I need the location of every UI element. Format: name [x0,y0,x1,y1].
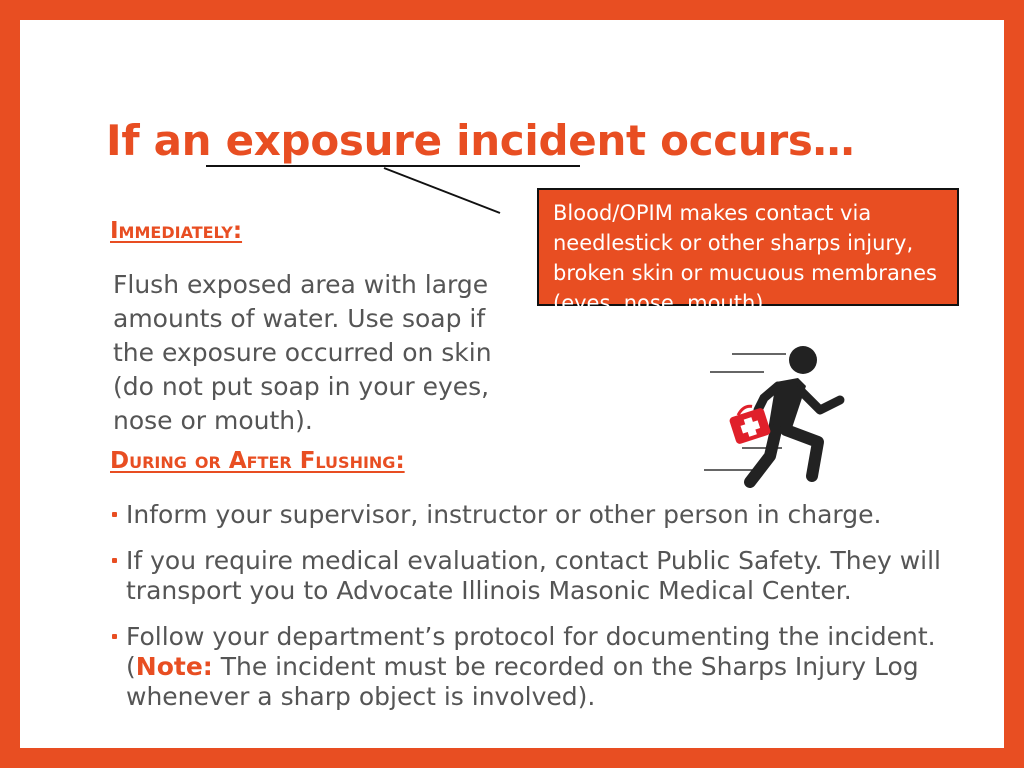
heading-during-after-flushing: During or After Flushing: [110,448,405,474]
slide-title: If an exposure incident occurs… [106,116,855,165]
list-item [112,500,972,530]
bullet-icon [112,558,117,563]
immediately-text: Flush exposed area with large amounts of water. Use soap if the exposure occurred on skin (do not put soap in your eyes, nose or mouth). [113,270,492,435]
bullet-icon [112,634,117,639]
running-person-first-aid-kit-icon [680,338,850,488]
list-item-text-after: The incident must be recorded on the Sharps Injury Log whenever a sharp object is involved). [126,652,919,711]
bullet-icon [112,512,117,517]
list-item-text: If you require medical evaluation, contact Public Safety. They will transport you to Advocate Illinois Masonic Medical Center. [126,546,941,605]
list-item-text: Inform your supervisor, instructor or other person in charge. [126,500,882,529]
list-item-text-before: Follow your department’s protocol for documenting the incident. ( [126,622,936,681]
heading-immediately: Immediately: [110,218,243,244]
list-item [112,546,972,606]
note-label: Note: [135,652,213,681]
list-item [112,622,972,712]
definition-callout [537,188,959,315]
slide [20,20,1004,748]
callout-text: Blood/OPIM makes contact via needlestick or other sharps injury, broken skin or mucuous membranes (eyes, nose, mouth). [553,201,937,315]
steps-list [112,500,972,728]
